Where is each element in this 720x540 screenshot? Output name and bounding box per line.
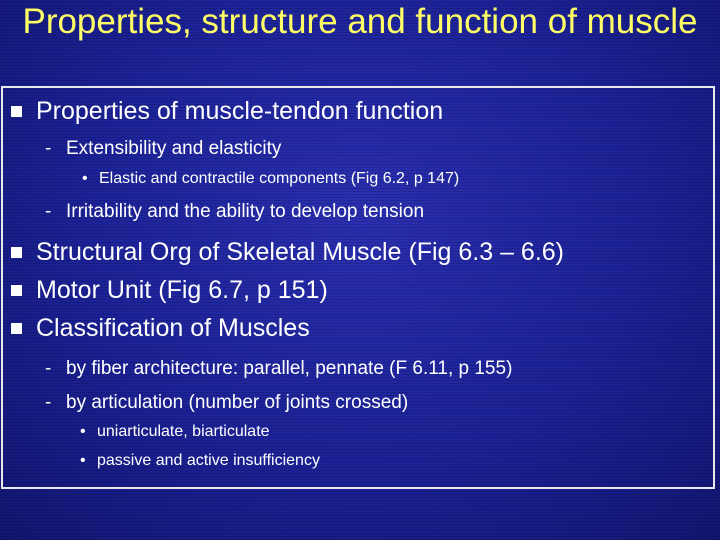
sub-extensibility: Extensibility and elasticity [66, 138, 282, 159]
subsub-elastic-components: Elastic and contractile components (Fig 6.2, p 147) [99, 170, 460, 187]
square-bullet-icon [11, 323, 22, 334]
dash-bullet: - [45, 358, 52, 379]
dash-bullet: - [45, 201, 52, 222]
sub-irritability: Irritability and the ability to develop tension [66, 201, 425, 222]
bullet-structural-org: Structural Org of Skeletal Muscle (Fig 6.3 – 6.6) [36, 238, 564, 266]
sub-fiber-architecture: by fiber architecture: parallel, pennate (F 6.11, p 155) [66, 358, 513, 379]
dot-bullet-icon: • [82, 170, 88, 187]
dash-bullet: - [45, 138, 52, 159]
subsub-passive-active: passive and active insufficiency [97, 452, 320, 469]
subsub-uniarticulate: uniarticulate, biarticulate [97, 423, 270, 440]
bullet-properties: Properties of muscle-tendon function [36, 97, 444, 125]
bullet-motor-unit: Motor Unit (Fig 6.7, p 151) [36, 276, 328, 304]
dot-bullet-icon: • [80, 423, 86, 440]
square-bullet-icon [11, 247, 22, 258]
dot-bullet-icon: • [80, 452, 86, 469]
square-bullet-icon [11, 106, 22, 117]
dash-bullet: - [45, 392, 52, 413]
slide-title: Properties, structure and function of muscle [22, 2, 698, 41]
sub-articulation: by articulation (number of joints crossed) [66, 392, 409, 413]
square-bullet-icon [11, 285, 22, 296]
bullet-classification: Classification of Muscles [36, 314, 310, 342]
